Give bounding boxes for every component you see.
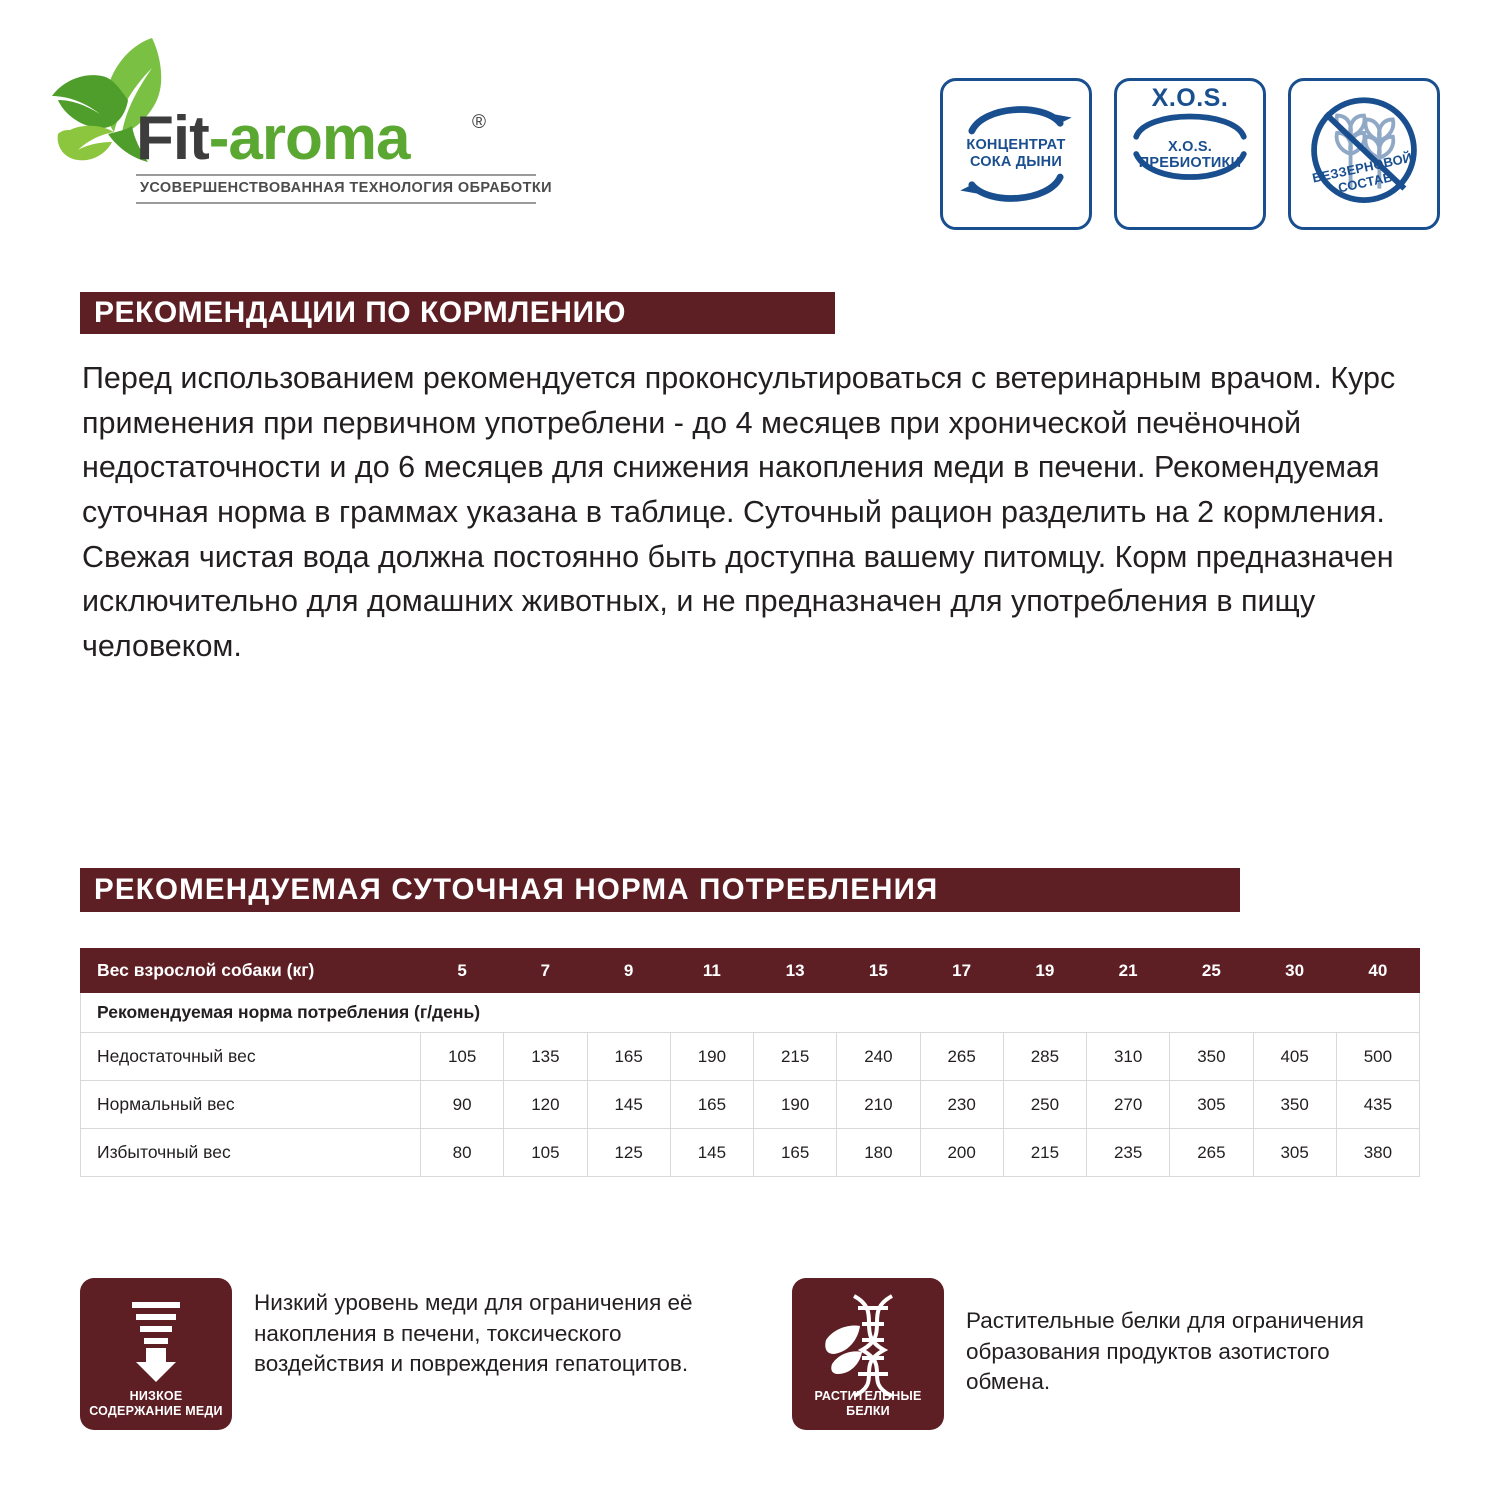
table-cell: 165 (587, 1033, 670, 1081)
feature-badges (940, 78, 1440, 230)
table-cell: 120 (504, 1081, 587, 1129)
plant-proteins-icon-caption (792, 1389, 944, 1418)
norms-section-title: РЕКОМЕНДУЕМАЯ СУТОЧНАЯ НОРМА ПОТРЕБЛЕНИЯ (80, 868, 1240, 912)
feature-plant-proteins (792, 1278, 1412, 1430)
badge-line-3: ПРЕБИОТИКИ (1138, 155, 1242, 172)
table-cell: 165 (754, 1129, 837, 1177)
feature-plant-proteins-text: Растительные белки для ограничения образования продуктов азотистого обмена. (966, 1308, 1364, 1395)
table-header-row (81, 949, 1420, 993)
table-cell: 350 (1253, 1081, 1336, 1129)
badge-line-1: КОНЦЕНТРАТ (966, 137, 1066, 154)
caption-line-2: СОДЕРЖАНИЕ МЕДИ (89, 1403, 223, 1418)
feeding-section-title: РЕКОМЕНДАЦИИ ПО КОРМЛЕНИЮ (80, 292, 835, 334)
table-cell: 180 (837, 1129, 920, 1177)
table-cell: 125 (587, 1129, 670, 1177)
table-header-weight: 17 (920, 949, 1003, 993)
table-header-weight: 7 (504, 949, 587, 993)
table-row (81, 1033, 1420, 1081)
table-header-weight: 11 (670, 949, 753, 993)
table-cell: 80 (421, 1129, 504, 1177)
table-cell: 230 (920, 1081, 1003, 1129)
table-row (81, 1081, 1420, 1129)
table-header-weight: 5 (421, 949, 504, 993)
table-cell: 235 (1087, 1129, 1170, 1177)
table-cell: 250 (1003, 1081, 1086, 1129)
table-header-weight: 19 (1003, 949, 1086, 993)
table-cell: 105 (504, 1129, 587, 1177)
badge-label (966, 137, 1065, 170)
table-header-weight: 30 (1253, 949, 1336, 993)
table-cell: 435 (1336, 1081, 1419, 1129)
table-cell: 190 (754, 1081, 837, 1129)
table-cell: 145 (670, 1129, 753, 1177)
table-cell: 500 (1336, 1033, 1419, 1081)
badge-melon-juice-concentrate (940, 78, 1092, 230)
page-header (0, 0, 1500, 255)
plant-proteins-icon (792, 1278, 944, 1430)
table-cell: 270 (1087, 1081, 1170, 1129)
brand-name-aroma: aroma (228, 104, 410, 173)
table-cell: 265 (1170, 1129, 1253, 1177)
table-subheader-label: Рекомендуемая норма потребления (г/день) (81, 993, 1420, 1033)
feature-low-copper (80, 1278, 720, 1430)
table-cell: 90 (421, 1081, 504, 1129)
table-cell: 210 (837, 1081, 920, 1129)
low-copper-icon-caption (80, 1389, 232, 1418)
feature-highlights (80, 1278, 1420, 1448)
table-cell: 380 (1336, 1129, 1419, 1177)
registered-mark: ® (472, 112, 486, 133)
table-cell: 265 (920, 1033, 1003, 1081)
caption-line-1: НИЗКОЕ (129, 1389, 183, 1404)
brand-wordmark (136, 104, 410, 173)
table-cell: 215 (1003, 1129, 1086, 1177)
badge-xos-prebiotics (1114, 78, 1266, 230)
badge-xos-sub (1139, 139, 1241, 172)
daily-ration-table-wrapper (80, 948, 1420, 1177)
table-cell: 200 (920, 1129, 1003, 1177)
table-header-weight: 40 (1336, 949, 1419, 993)
table-cell: 310 (1087, 1033, 1170, 1081)
badge-grain-free (1288, 78, 1440, 230)
row-label: Недостаточный вес (81, 1033, 421, 1081)
caption-line-1: РАСТИТЕЛЬНЫЕ (814, 1389, 922, 1404)
row-label: Нормальный вес (81, 1081, 421, 1129)
badge-xos-title: X.O.S. (1151, 83, 1229, 112)
table-cell: 215 (754, 1033, 837, 1081)
table-cell: 305 (1170, 1081, 1253, 1129)
row-label: Избыточный вес (81, 1129, 421, 1177)
table-header-weight-label: Вес взрослой собаки (кг) (81, 949, 421, 993)
table-header-weight: 15 (837, 949, 920, 993)
logo-rule-top (136, 174, 536, 176)
table-subheader-row (81, 993, 1420, 1033)
table-header-weight: 13 (754, 949, 837, 993)
table-cell: 405 (1253, 1033, 1336, 1081)
brand-tagline: УСОВЕРШЕНСТВОВАННАЯ ТЕХНОЛОГИЯ ОБРАБОТКИ (140, 180, 552, 196)
brand-name-dash: - (208, 104, 229, 173)
table-cell: 350 (1170, 1033, 1253, 1081)
table-cell: 190 (670, 1033, 753, 1081)
feeding-instructions-text: Перед использованием рекомендуется проконсультироваться с ветеринарным врачом. Курс применения при первичном употреблени - до 4 месяцев при хронической печёночной недостаточности и до 6 месяцев для снижения накопления меди в печени. Рекомендуемая суточная норма в граммах указана в таблице. Суточный рацион разделить на 2 кормления. Свежая чистая вода должна постоянно быть доступна вашему питомцу. Корм предназначен исключительно для домашних животных, и не предназначен для употребления в пищу человеком. (82, 361, 1396, 664)
table-cell: 305 (1253, 1129, 1336, 1177)
daily-ration-table (80, 948, 1420, 1177)
table-cell: 165 (670, 1081, 753, 1129)
feature-low-copper-text: Низкий уровень меди для ограничения её накопления в печени, токсического воздействия и повреждения гепатоцитов. (254, 1290, 693, 1377)
table-cell: 105 (421, 1033, 504, 1081)
table-cell: 285 (1003, 1033, 1086, 1081)
table-header-weight: 25 (1170, 949, 1253, 993)
table-cell: 145 (587, 1081, 670, 1129)
table-cell: 240 (837, 1033, 920, 1081)
badge-line-2: X.O.S. (1168, 138, 1212, 155)
logo-rule-bottom (136, 202, 536, 204)
table-cell: 135 (504, 1033, 587, 1081)
badge-label: БЕЗЗЕРНОВОЙ СОСТАВ (1310, 149, 1414, 196)
brand-logo (48, 30, 552, 225)
brand-name-fit: Fit (136, 104, 209, 173)
badge-line-2: СОКА ДЫНИ (970, 154, 1062, 170)
low-copper-icon (80, 1278, 232, 1430)
table-header-weight: 21 (1087, 949, 1170, 993)
table-header-weight: 9 (587, 949, 670, 993)
table-row (81, 1129, 1420, 1177)
caption-line-2: БЕЛКИ (846, 1403, 890, 1418)
